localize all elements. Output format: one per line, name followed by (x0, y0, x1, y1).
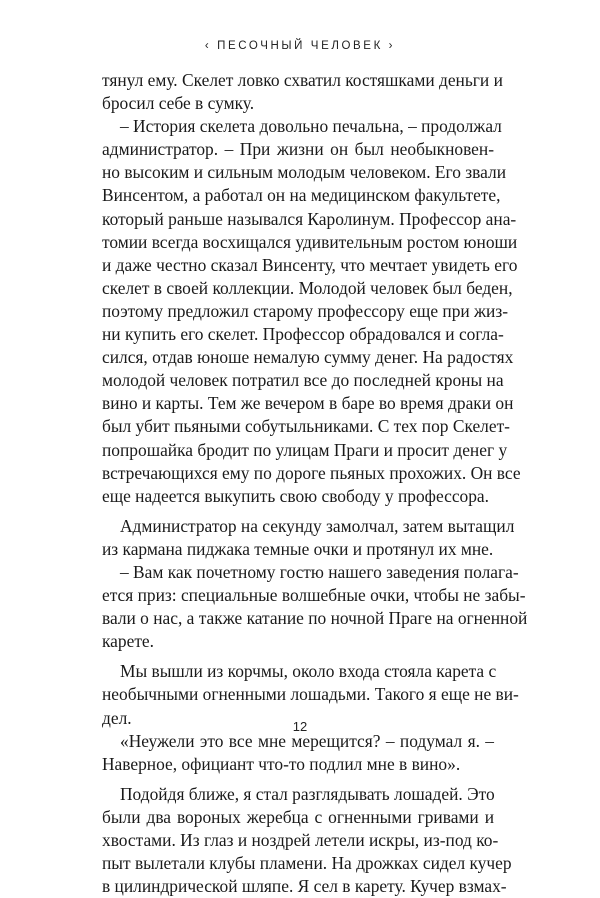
text-line: попрошайка бродит по улицам Праги и просит денег у (102, 439, 508, 460)
text-line: тянул ему. Скелет ловко схватил костяшками деньги и (102, 70, 503, 90)
text-line: необычными огненными лошадьми. Такого я еще не ви- (102, 684, 519, 705)
text-line: Мы вышли из корчмы, около входа стояла карета с (120, 661, 497, 682)
text-line: еще надеется выкупить свою свободу у профессора. (102, 485, 489, 506)
text-line: были два вороных жеребца с огненными гривами и (102, 806, 494, 827)
text-line: который раньше назывался Каролинум. Профессор ана- (102, 208, 517, 229)
text-line: ни купить его скелет. Профессор обрадовался и согла- (102, 324, 504, 345)
text-line: томии всегда восхищался удивительным ростом юноши (102, 231, 518, 252)
page-number: 12 (292, 719, 308, 734)
text-line: хвостами. Из глаз и ноздрей летели искры, из-под ко- (102, 830, 499, 850)
text-line: вино и карты. Тем же вечером в баре во время драки он (102, 393, 514, 414)
text-line: встречающихся ему по дороге пьяных прохожих. Он все (102, 462, 521, 483)
body-text (102, 69, 528, 898)
text-line: скелет в своей коллекции. Молодой человек был беден, (102, 277, 513, 298)
text-line: Администратор на секунду замолчал, затем вытащил (120, 515, 515, 536)
text-line: был убит пьяными собутыльниками. С тех пор Скелет- (102, 416, 510, 437)
text-line: ется приз: специальные волшебные очки, чтобы не забы- (102, 585, 526, 606)
text-line: сился, отдав юноше немалую сумму денег. На радостях (102, 347, 514, 368)
text-line: пыт вылетали клубы пламени. На дрожках сидел кучер (102, 853, 512, 874)
text-line: Наверное, официант что-то подлил мне в вино». (102, 753, 461, 774)
text-line: бросил себе в сумку. (102, 93, 255, 114)
text-line: Подойдя ближе, я стал разглядывать лошадей. Это (120, 783, 495, 804)
text-line: и даже честно сказал Винсенту, что мечтает увидеть его (102, 254, 518, 275)
text-line: из кармана пиджака темные очки и протянул их мне. (102, 538, 494, 559)
text-line: карете. (102, 631, 154, 652)
text-line: но высоким и сильным молодым человеком. Его звали (102, 162, 506, 183)
text-line: – История скелета довольно печальна, – продолжал (120, 116, 502, 137)
text-line: поэтому предложил старому профессору еще при жиз- (102, 300, 509, 321)
text-line: дел. (102, 707, 132, 728)
paragraph-gap (102, 653, 494, 660)
text-line: молодой человек потратил все до последней кроны на (102, 370, 504, 391)
text-line: администратор. – При жизни он был необыкновен- (102, 139, 494, 160)
text-line: Винсентом, а работал он на медицинском факультете, (102, 185, 501, 206)
text-line: – Вам как почетному гостю нашего заведения полага- (120, 561, 519, 582)
text-line: вали о нас, а также катание по ночной Праге на огненной (102, 608, 528, 629)
text-line: в цилиндрической шляпе. Я сел в карету. Кучер взмах- (102, 876, 507, 897)
paragraph-gap (102, 776, 494, 783)
paragraph-gap (102, 508, 494, 515)
running-head: ‹ ПЕСОЧНЫЙ ЧЕЛОВЕК › (204, 40, 396, 52)
text-line: «Неужели это все мне мерещится? – подумал я. – (120, 730, 494, 751)
